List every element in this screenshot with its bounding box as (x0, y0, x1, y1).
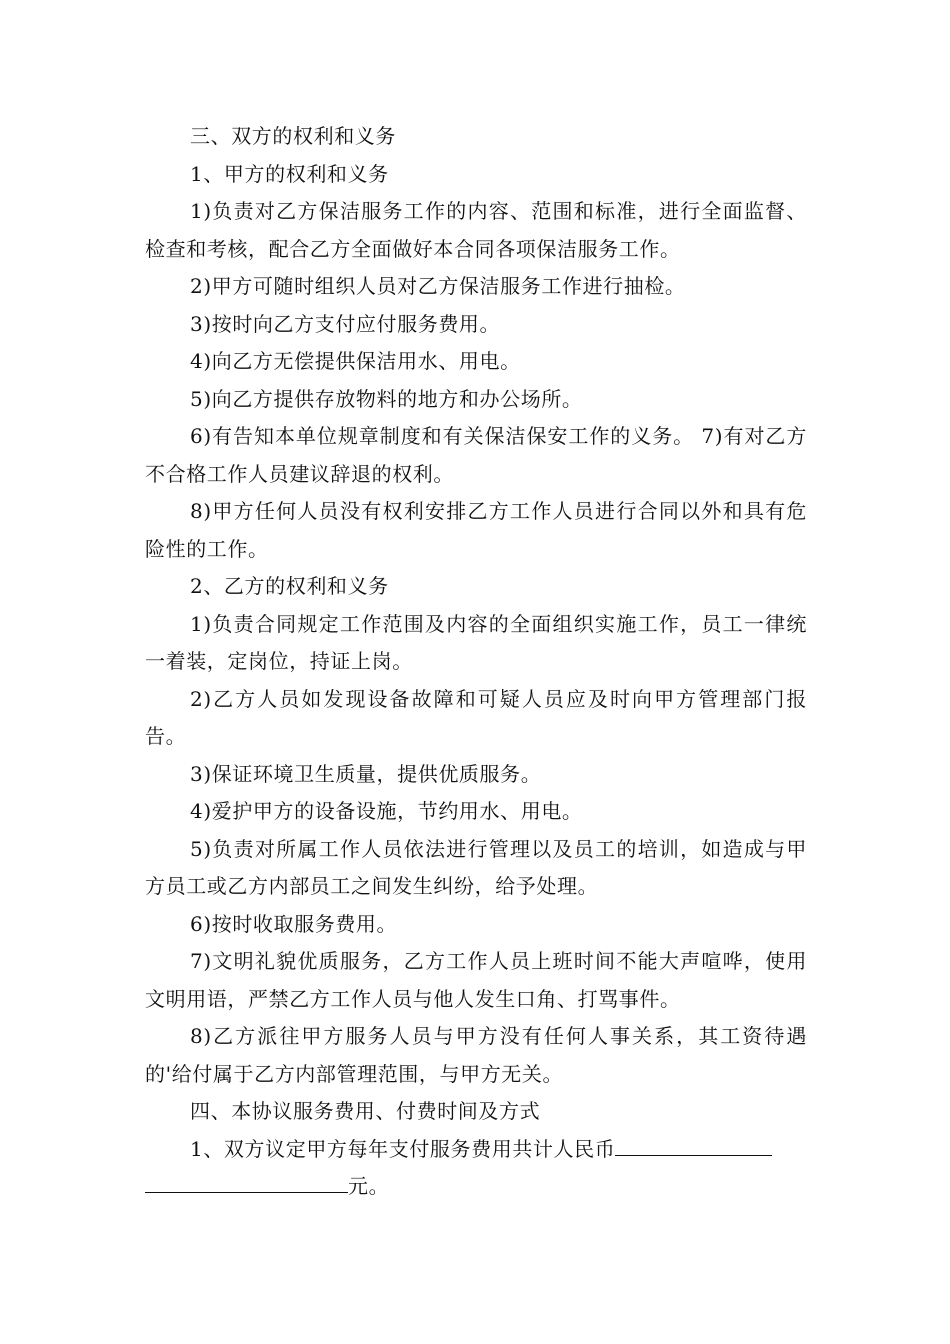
party-b-clause-7: 7)文明礼貌优质服务，乙方工作人员上班时间不能大声喧哗，使用文明用语，严禁乙方工作人员与他人发生口角、打骂事件。 (145, 949, 807, 1011)
subsection-heading-party-a: 1、甲方的权利和义务 (190, 161, 389, 186)
party-a-clause-1: 1)负责对乙方保洁服务工作的内容、范围和标准，进行全面监督、检查和考核，配合乙方全面做好本合同各项保洁服务工作。 (145, 199, 807, 261)
fee-clause-text: 1、双方议定甲方每年支付服务费用共计人民币 (190, 1136, 616, 1161)
party-b-clause-3: 3)保证环境卫生质量，提供优质服务。 (190, 761, 542, 786)
party-b-clause-6: 6)按时收取服务费用。 (190, 911, 398, 936)
party-b-clause-8: 8)乙方派往甲方服务人员与甲方没有任何人事关系，其工资待遇的'给付属于乙方内部管理范围，与甲方无关。 (145, 1024, 807, 1086)
subsection-heading-party-b: 2、乙方的权利和义务 (190, 574, 389, 598)
party-b-clause-2: 2)乙方人员如发现设备故障和可疑人员应及时向甲方管理部门报告。 (145, 686, 807, 748)
party-a-clause-5: 5)向乙方提供存放物料的地方和办公场所。 (190, 386, 583, 411)
party-b-clause-4: 4)爱护甲方的设备设施，节约用水、用电。 (190, 799, 583, 823)
fee-amount-blank (615, 1133, 772, 1156)
party-b-clause-5: 5)负责对所属工作人员依法进行管理以及员工的培训，如造成与甲方员工或乙方内部员工之间发生纠纷，给予处理。 (145, 836, 807, 898)
party-a-clause-2: 2)甲方可随时组织人员对乙方保洁服务工作进行抽检。 (190, 274, 686, 298)
fee-clause-suffix: 元。 (348, 1174, 390, 1198)
document-body (145, 118, 807, 1206)
fee-clause-1 (145, 1131, 807, 1169)
party-b-clause-1: 1)负责合同规定工作范围及内容的全面组织实施工作，员工一律统一着装，定岗位，持证上岗。 (145, 611, 807, 673)
party-a-clause-3: 3)按时向乙方支付应付服务费用。 (190, 311, 501, 336)
party-a-clause-4: 4)向乙方无偿提供保洁用水、用电。 (190, 349, 521, 373)
fee-clause-continuation (145, 1168, 807, 1206)
party-a-clause-8: 8)甲方任何人员没有权利安排乙方工作人员进行合同以外和具有危险性的工作。 (145, 499, 807, 561)
section-heading-fees: 四、本协议服务费用、付费时间及方式 (190, 1099, 541, 1123)
party-a-clause-6-7: 6)有告知本单位规章制度和有关保洁保安工作的义务。 7)有对乙方不合格工作人员建议辞退的权利。 (145, 424, 807, 486)
section-heading-rights: 三、双方的权利和义务 (190, 124, 396, 148)
fee-amount-blank-continued (145, 1170, 348, 1193)
